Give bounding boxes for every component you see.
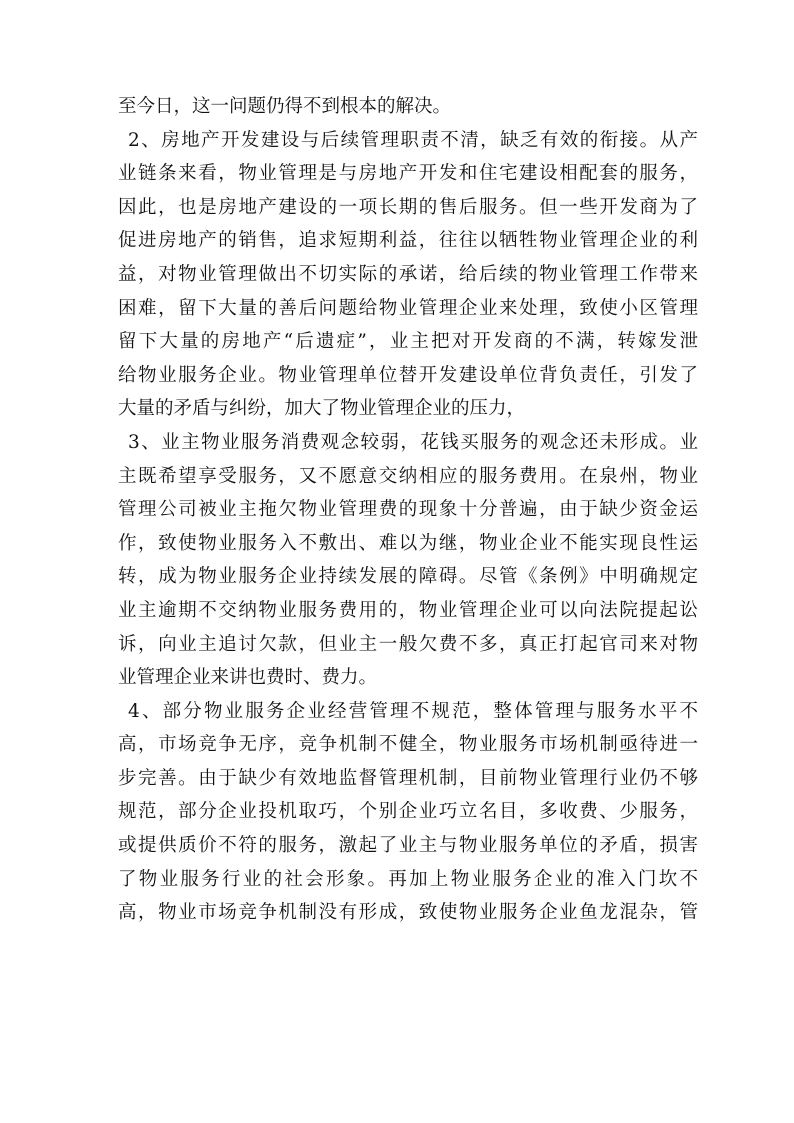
text-line: 因此，也是房地产建设的一项长期的售后服务。但一些开发商为了 xyxy=(118,196,698,218)
text-line: 业管理企业来讲也费时、费力。 xyxy=(118,667,378,689)
text-line: 至今日，这一问题仍得不到根本的解决。 xyxy=(118,96,452,117)
text-line: 规范，部分企业投机取巧，个别企业巧立名目，多收费、少服务， xyxy=(118,801,698,823)
text-line: 大量的矛盾与纠纷，加大了物业管理企业的压力， xyxy=(118,398,526,420)
text-line: 主既希望享受服务，又不愿意交纳相应的服务费用。在泉州，物业 xyxy=(118,465,698,487)
text-line: 3、业主物业服务消费观念较弱，花钱买服务的观念还未形成。业 xyxy=(128,431,698,453)
text-line: 管理公司被业主拖欠物业管理费的现象十分普遍，由于缺少资金运 xyxy=(118,499,698,521)
text-line: 益，对物业管理做出不切实际的承诺，给后续的物业管理工作带来 xyxy=(118,263,698,285)
text-line: 诉，向业主追讨欠款，但业主一般欠费不多，真正打起官司来对物 xyxy=(118,633,698,655)
text-line: 业主逾期不交纳物业服务费用的，物业管理企业可以向法院提起讼 xyxy=(118,599,698,621)
text-line: 2、房地产开发建设与后续管理职责不清，缺乏有效的衔接。从产 xyxy=(128,129,698,151)
text-line: 困难，留下大量的善后问题给物业管理企业来处理，致使小区管理 xyxy=(118,297,698,319)
text-line: 给物业服务企业。物业管理单位替开发建设单位背负责任，引发了 xyxy=(118,364,698,386)
text-line: 高，物业市场竞争机制没有形成，致使物业服务企业鱼龙混杂，管 xyxy=(118,902,698,924)
text-line: 了物业服务行业的社会形象。再加上物业服务企业的准入门坎不 xyxy=(118,868,698,890)
text-line: 步完善。由于缺少有效地监督管理机制，目前物业管理行业仍不够 xyxy=(118,767,698,789)
text-line: 留下大量的房地产“后遗症”，业主把对开发商的不满，转嫁发泄 xyxy=(118,331,698,353)
text-line: 高，市场竞争无序，竞争机制不健全，物业服务市场机制亟待进一 xyxy=(118,734,698,756)
text-line: 促进房地产的销售，追求短期利益，往往以牺牲物业管理企业的利 xyxy=(118,230,698,252)
text-line: 转，成为物业服务企业持续发展的障碍。尽管《条例》中明确规定 xyxy=(118,566,698,588)
text-line: 4、部分物业服务企业经营管理不规范，整体管理与服务水平不 xyxy=(128,700,698,722)
text-line: 业链条来看，物业管理是与房地产开发和住宅建设相配套的服务， xyxy=(118,163,698,185)
text-line: 作，致使物业服务入不敷出、难以为继，物业企业不能实现良性运 xyxy=(118,532,698,554)
text-line: 或提供质价不符的服务，激起了业主与物业服务单位的矛盾，损害 xyxy=(118,835,698,857)
document-body xyxy=(118,90,698,930)
